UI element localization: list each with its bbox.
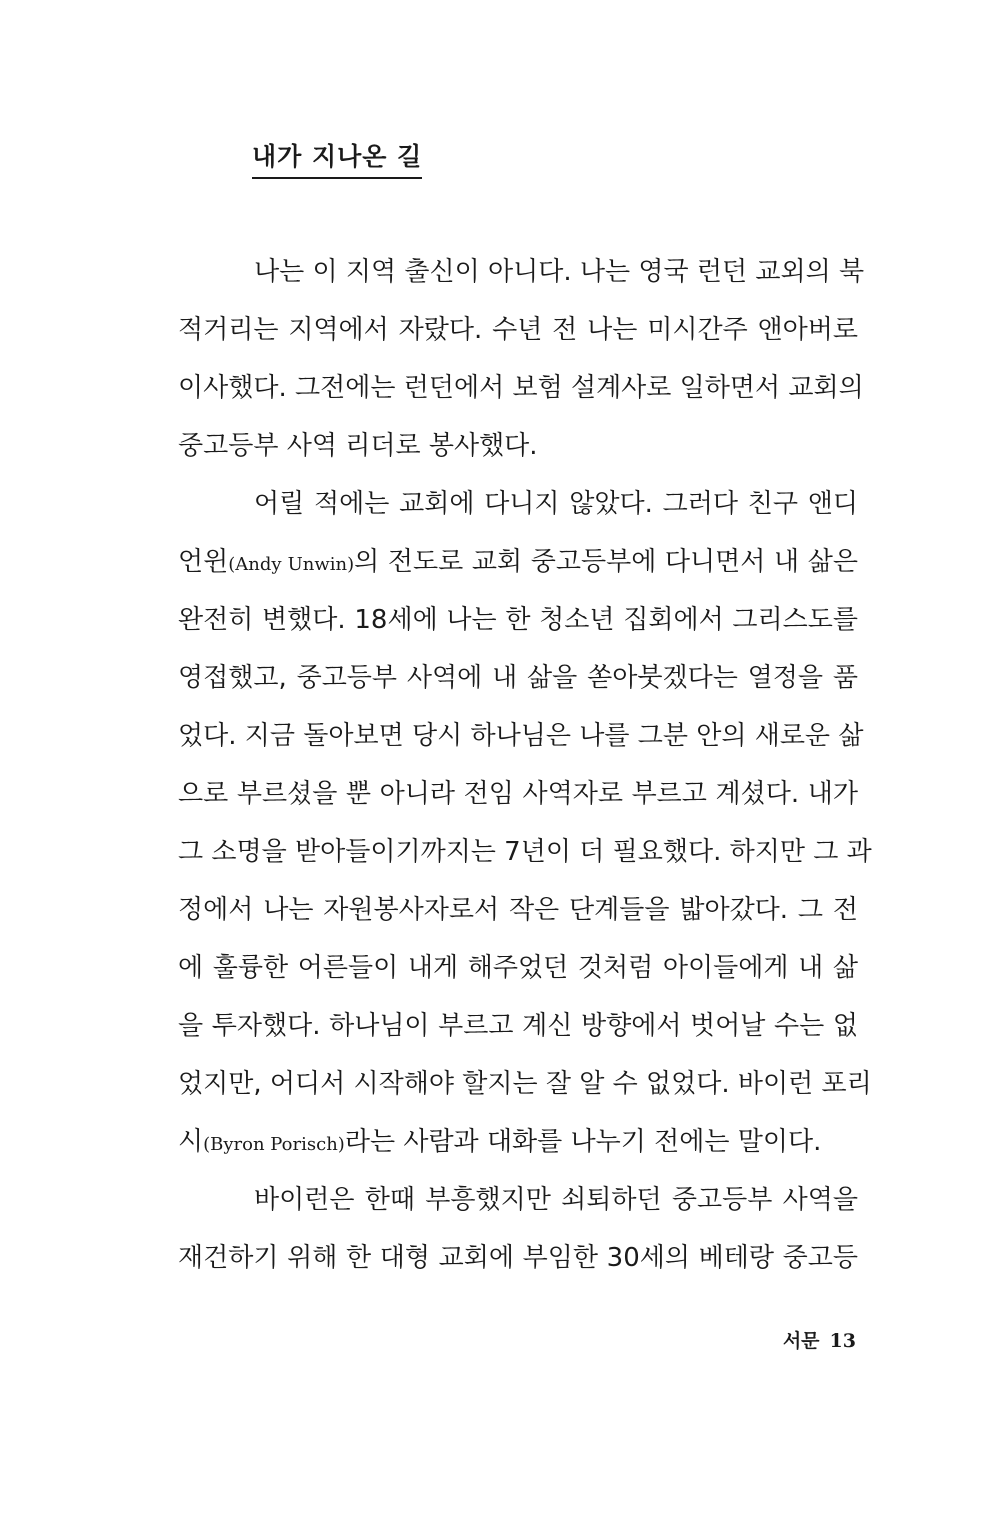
- text-line-with-name: [178, 1113, 858, 1171]
- korean-text: 의 전도로 교회 중고등부에 다니면서 내 삶은: [354, 547, 858, 577]
- text-line: 으로 부르셨을 뿐 아니라 전임 사역자로 부르고 계셨다. 내가: [178, 779, 858, 809]
- text-line: 을 투자했다. 하나님이 부르고 계신 방향에서 벗어날 수는 없: [178, 1011, 858, 1041]
- text-line: 었지만, 어디서 시작해야 할지는 잘 알 수 없었다. 바이런 포리: [178, 1069, 872, 1099]
- text-line: 바이런은 한때 부흥했지만 쇠퇴하던 중고등부 사역을: [254, 1185, 858, 1215]
- english-name: (Andy Unwin): [228, 554, 355, 575]
- page-footer: [783, 1326, 856, 1353]
- section-title: 내가 지나온 길: [252, 140, 422, 179]
- text-line: 완전히 변했다. 18세에 나는 한 청소년 집회에서 그리스도를: [178, 605, 858, 635]
- page-number: 13: [829, 1330, 856, 1352]
- text-line: 었다. 지금 돌아보면 당시 하나님은 나를 그분 안의 새로운 삶: [178, 721, 864, 751]
- footer-section-name: 서문: [782, 1330, 820, 1352]
- text-line: 이사했다. 그전에는 런던에서 보험 설계사로 일하면서 교회의: [178, 373, 864, 403]
- text-line: 중고등부 사역 리더로 봉사했다.: [178, 431, 538, 461]
- text-line: 영접했고, 중고등부 사역에 내 삶을 쏟아붓겠다는 열정을 품: [178, 663, 858, 693]
- text-line: 에 훌륭한 어른들이 내게 해주었던 것처럼 아이들에게 내 삶: [178, 953, 858, 983]
- korean-text: 시: [178, 1127, 204, 1157]
- text-line-with-name: [178, 533, 858, 591]
- body-text: [178, 243, 872, 1287]
- text-line: 정에서 나는 자원봉사자로서 작은 단계들을 밟아갔다. 그 전: [178, 895, 858, 925]
- text-line: 재건하기 위해 한 대형 교회에 부임한 30세의 베테랑 중고등: [178, 1243, 858, 1273]
- english-name: (Byron Porisch): [203, 1134, 345, 1155]
- text-line: 어릴 적에는 교회에 다니지 않았다. 그러다 친구 앤디: [254, 489, 858, 519]
- text-line: 적거리는 지역에서 자랐다. 수년 전 나는 미시간주 앤아버로: [178, 315, 858, 345]
- korean-text: 라는 사람과 대화를 나누기 전에는 말이다.: [344, 1127, 822, 1157]
- text-line: 그 소명을 받아들이기까지는 7년이 더 필요했다. 하지만 그 과: [178, 837, 872, 867]
- text-line: 나는 이 지역 출신이 아니다. 나는 영국 런던 교외의 북: [254, 257, 865, 287]
- korean-text: 언윈: [178, 547, 229, 577]
